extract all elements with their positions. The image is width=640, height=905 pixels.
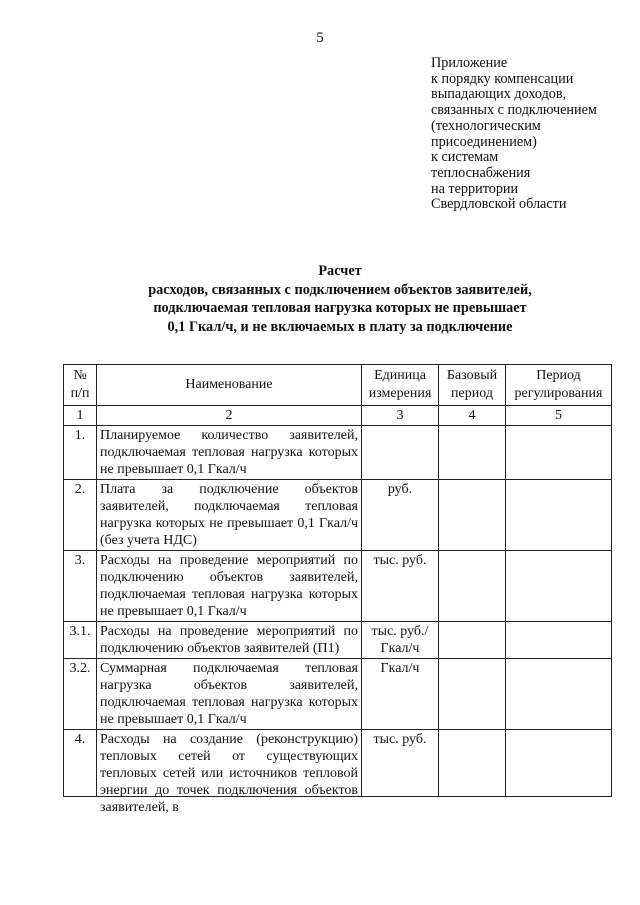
row-name: Суммарная подключаемая тепловая нагрузка объектов заявителей, подключаемая тепловая нагрузка которых не превышает 0,1 Гкал/ч bbox=[97, 659, 362, 730]
row-period-value bbox=[506, 659, 612, 730]
row-name: Расходы на создание (реконструкцию) тепловых сетей от существующих тепловых сетей или источников тепловой энергии до точек подключения объектов заявителей, в bbox=[100, 732, 358, 815]
row-name: Расходы на проведение мероприятий по подключению объектов заявителей (П1) bbox=[97, 622, 362, 659]
row-period-value bbox=[506, 426, 612, 480]
row-base-value bbox=[439, 622, 506, 659]
table-row bbox=[64, 551, 612, 622]
row-unit bbox=[362, 426, 439, 480]
row-name: Плата за подключение объектов заявителей, подключаемая тепловая нагрузка которых не превышает 0,1 Гкал/ч (без учета НДС) bbox=[97, 480, 362, 551]
row-unit: тыс. руб./ Гкал/ч bbox=[362, 622, 439, 659]
row-base-value bbox=[439, 659, 506, 730]
title-line: Расчет bbox=[318, 263, 362, 279]
title-line: подключаемая тепловая нагрузка которых не превышает bbox=[153, 300, 527, 316]
row-name-cell bbox=[97, 730, 362, 815]
title-line: расходов, связанных с подключением объектов заявителей, bbox=[148, 281, 532, 298]
row-base-value bbox=[439, 426, 506, 480]
row-number: 2. bbox=[64, 480, 97, 551]
appendix-line: Свердловской области bbox=[431, 196, 567, 213]
column-index: 4 bbox=[439, 406, 506, 426]
row-number: 4. bbox=[64, 730, 97, 797]
appendix-line: (технологическим bbox=[431, 117, 541, 134]
row-unit: тыс. руб. bbox=[362, 551, 439, 622]
table-header-row bbox=[64, 365, 612, 406]
appendix-note bbox=[431, 56, 631, 213]
row-unit: руб. bbox=[362, 480, 439, 551]
appendix-line: теплоснабжения bbox=[431, 164, 531, 181]
row-number: 3.2. bbox=[64, 659, 97, 730]
calculation-table bbox=[63, 364, 612, 815]
row-period-value bbox=[506, 480, 612, 551]
appendix-line: к системам bbox=[431, 149, 499, 166]
header-name: Наименование bbox=[97, 365, 362, 406]
column-index: 2 bbox=[97, 406, 362, 426]
appendix-line: выпадающих доходов, bbox=[431, 86, 567, 103]
table-row bbox=[64, 730, 612, 797]
row-name: Расходы на проведение мероприятий по подключению объектов заявителей, подключаемая тепловая нагрузка которых не превышает 0,1 Гкал/ч bbox=[97, 551, 362, 622]
row-number: 3.1. bbox=[64, 622, 97, 659]
row-unit: тыс. руб. bbox=[362, 730, 439, 797]
appendix-line: связанных с подключением bbox=[431, 102, 597, 119]
row-unit: Гкал/ч bbox=[362, 659, 439, 730]
row-number: 1. bbox=[64, 426, 97, 480]
header-regulation-period: Период регулирования bbox=[506, 365, 612, 406]
row-base-value bbox=[439, 730, 506, 797]
row-period-value bbox=[506, 622, 612, 659]
table-row bbox=[64, 480, 612, 551]
header-num: № п/п bbox=[64, 365, 97, 406]
column-index: 3 bbox=[362, 406, 439, 426]
appendix-line: присоединением) bbox=[431, 133, 537, 150]
column-index: 1 bbox=[64, 406, 97, 426]
appendix-line: Приложение bbox=[431, 55, 508, 71]
row-base-value bbox=[439, 480, 506, 551]
table-row bbox=[64, 659, 612, 730]
document-title bbox=[60, 262, 620, 336]
row-name: Планируемое количество заявителей, подключаемая тепловая нагрузка которых не превышает 0,1 Гкал/ч bbox=[97, 426, 362, 480]
title-line: 0,1 Гкал/ч, и не включаемых в плату за подключение bbox=[167, 318, 513, 335]
header-base-period: Базовый период bbox=[439, 365, 506, 406]
row-base-value bbox=[439, 551, 506, 622]
page-number: 5 bbox=[316, 30, 324, 46]
table-row bbox=[64, 426, 612, 480]
row-period-value bbox=[506, 551, 612, 622]
table-row bbox=[64, 622, 612, 659]
row-period-value bbox=[506, 730, 612, 797]
appendix-line: на территории bbox=[431, 180, 519, 197]
row-number: 3. bbox=[64, 551, 97, 622]
appendix-line: к порядку компенсации bbox=[431, 70, 574, 87]
header-unit: Единица измерения bbox=[362, 365, 439, 406]
column-index-row bbox=[64, 406, 612, 426]
column-index: 5 bbox=[506, 406, 612, 426]
